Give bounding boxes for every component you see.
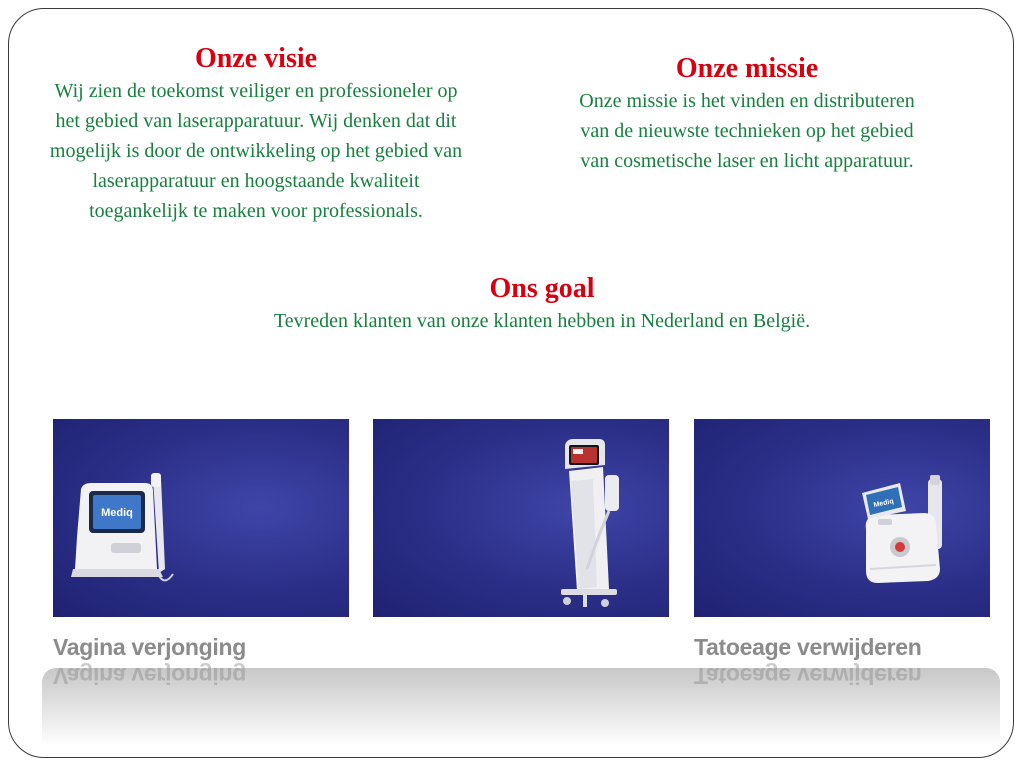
- hifu-screen-brand: Mediq: [101, 507, 133, 519]
- vision-line: laserapparatuur en hoogstaande kwaliteit: [92, 170, 420, 192]
- product-card-pico: [694, 419, 990, 617]
- mission-title: Onze missie: [675, 53, 819, 84]
- vision-section: [16, 42, 496, 226]
- mission-text: [540, 86, 954, 176]
- vision-line: mogelijk is door de ontwikkeling op het gebied van: [49, 140, 463, 162]
- goal-section: [200, 272, 884, 336]
- goal-title: Ons goal: [489, 273, 595, 304]
- pico-screen-brand: Mediq: [873, 498, 895, 510]
- goal-text: Tevreden klanten van onze klanten hebben in Nederland en België.: [273, 310, 811, 332]
- mission-line: van de nieuwste technieken op het gebied: [580, 120, 914, 142]
- product-caption-tattoo-removal: Tatoeage verwijderen: [694, 634, 922, 660]
- mission-line: Onze missie is het vinden en distributeren: [579, 90, 915, 112]
- caption-reflection: Vagina verjonging: [53, 663, 246, 689]
- vision-title: Onze visie: [194, 43, 318, 74]
- pico-laser-device-image: [694, 419, 990, 617]
- product-card-hifu: [53, 419, 349, 617]
- mission-line: van cosmetische laser en licht apparatuur.: [580, 150, 914, 172]
- caption-reflection: Tatoeage verwijderen: [694, 663, 922, 689]
- vision-line: Wij zien de toekomst veiliger en professioneler op: [54, 80, 458, 102]
- product-card-diode: [373, 419, 669, 617]
- product-caption-vagina-rejuvenation: Vagina verjonging: [53, 634, 246, 660]
- diode-laser-device-image: [373, 419, 669, 617]
- vision-line: het gebied van laserapparatuur. Wij denken dat dit: [55, 110, 457, 132]
- product-image-strip: [42, 408, 1000, 746]
- hifu-device-image: [53, 419, 349, 617]
- vision-text: [16, 76, 496, 226]
- mission-section: [540, 52, 954, 176]
- vision-line: toegankelijk te maken voor professionals.: [89, 200, 423, 222]
